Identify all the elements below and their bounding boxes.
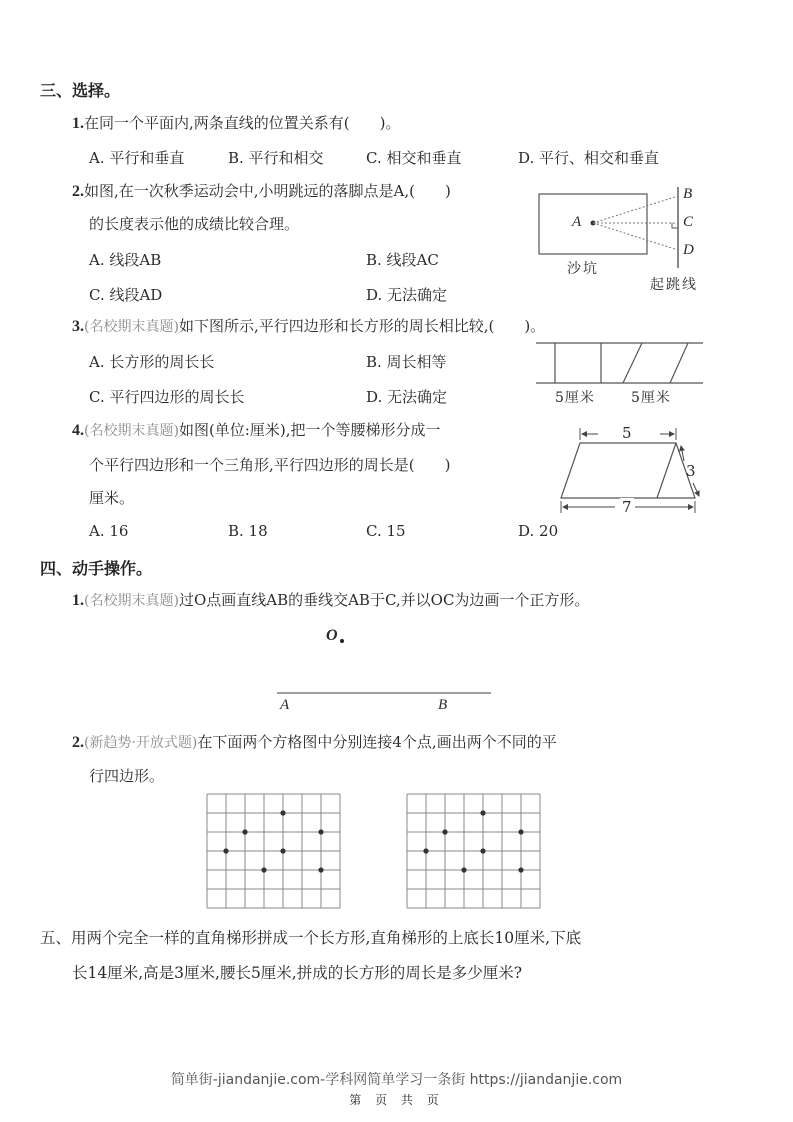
question-text-line2: 个平行四边形和一个三角形,平行四边形的周长是( )	[89, 456, 451, 474]
option-b[interactable]: B. 18	[228, 522, 268, 540]
section-5-question-line1: 五、用两个完全一样的直角梯形拼成一个长方形,直角梯形的上底长10厘米,下底	[40, 929, 582, 947]
side-length-label: 3	[686, 462, 696, 480]
grid-dot[interactable]	[318, 867, 323, 872]
option-c[interactable]: C. 相交和垂直	[366, 149, 462, 167]
question-number: 3.	[72, 318, 84, 335]
option-d[interactable]: D. 无法确定	[366, 388, 448, 406]
section-5-question-line2: 长14厘米,高是3厘米,腰长5厘米,拼成的长方形的周长是多少厘米?	[72, 964, 523, 982]
bottom-length-label: 7	[622, 498, 632, 516]
grid-dot[interactable]	[261, 867, 266, 872]
option-c[interactable]: C. 线段AD	[89, 286, 163, 304]
question-text-line2: 的长度表示他的成绩比较合理。	[89, 215, 300, 233]
question-number: 2.	[72, 183, 84, 200]
question-text-line1: 在下面两个方格图中分别连接4个点,画出两个不同的平	[197, 733, 557, 751]
grid-dot[interactable]	[223, 848, 228, 853]
section-4-title: 四、动手操作。	[40, 559, 153, 578]
question-source: (名校期末真题)	[84, 423, 179, 439]
label-c: C	[683, 214, 694, 230]
option-c[interactable]: C. 15	[366, 522, 406, 540]
option-d[interactable]: D. 平行、相交和垂直	[518, 149, 660, 167]
option-a[interactable]: A. 长方形的周长长	[89, 353, 215, 371]
option-a[interactable]: A. 线段AB	[89, 251, 162, 269]
question-text: 过O点画直线AB的垂线交AB于C,并以OC为边画一个正方形。	[178, 591, 590, 609]
question-text-line2: 行四边形。	[89, 767, 165, 785]
footer-watermark: 简单街-jiandanjie.com-学科网简单学习一条街 https://jiandanjie.com	[170, 1072, 623, 1088]
grid-dot[interactable]	[280, 848, 285, 853]
grid-1[interactable]	[207, 794, 340, 908]
label-a: A	[572, 214, 582, 230]
grid-dot[interactable]	[461, 867, 466, 872]
option-b[interactable]: B. 平行和相交	[228, 149, 324, 167]
grid-dot[interactable]	[442, 829, 447, 834]
option-b[interactable]: B. 线段AC	[366, 251, 439, 269]
option-a[interactable]: A. 平行和垂直	[89, 149, 185, 167]
option-d[interactable]: D. 20	[518, 522, 559, 540]
rect-width-label: 5厘米	[555, 390, 595, 406]
label-d: D	[683, 242, 694, 258]
grid-dot[interactable]	[518, 867, 523, 872]
grid-2[interactable]	[407, 794, 540, 908]
page-number: 第 页 共 页	[349, 1093, 444, 1107]
question-source: (名校期末真题)	[84, 319, 179, 335]
option-d[interactable]: D. 无法确定	[366, 286, 448, 304]
takeoff-line-label: 起跳线	[650, 277, 698, 293]
point-b-label: B	[438, 697, 448, 713]
grid-dot[interactable]	[518, 829, 523, 834]
question-number: 1.	[72, 592, 84, 609]
label-b: B	[683, 186, 693, 202]
question-number: 2.	[72, 734, 84, 751]
question-text: 如下图所示,平行四边形和长方形的周长相比较,( )。	[178, 317, 546, 335]
parallelogram-base-label: 5厘米	[631, 390, 671, 406]
question-number: 1.	[72, 115, 84, 132]
question-source: (名校期末真题)	[84, 593, 179, 609]
point-o-label: O	[326, 627, 338, 644]
question-number: 4.	[72, 422, 84, 439]
question-text-line1: 如图,在一次秋季运动会中,小明跳远的落脚点是A,( )	[84, 182, 451, 200]
section-3-title: 三、选择。	[40, 81, 121, 100]
point-a-label: A	[280, 697, 290, 713]
question-source: (新趋势·开放式题)	[84, 735, 198, 751]
grid-dot[interactable]	[480, 810, 485, 815]
sandpit-label: 沙坑	[567, 261, 599, 277]
grid-dot[interactable]	[318, 829, 323, 834]
option-a[interactable]: A. 16	[89, 522, 129, 540]
question-text-line1: 如图(单位:厘米),把一个等腰梯形分成一	[178, 421, 441, 439]
question-text-line3: 厘米。	[89, 489, 135, 507]
grid-dot[interactable]	[480, 848, 485, 853]
option-b[interactable]: B. 周长相等	[366, 353, 447, 371]
question-text: 在同一个平面内,两条直线的位置关系有( )。	[84, 114, 401, 132]
grid-dot[interactable]	[423, 848, 428, 853]
top-length-label: 5	[622, 424, 632, 442]
option-c[interactable]: C. 平行四边形的周长长	[89, 388, 245, 406]
grid-dot[interactable]	[280, 810, 285, 815]
grid-dot[interactable]	[242, 829, 247, 834]
